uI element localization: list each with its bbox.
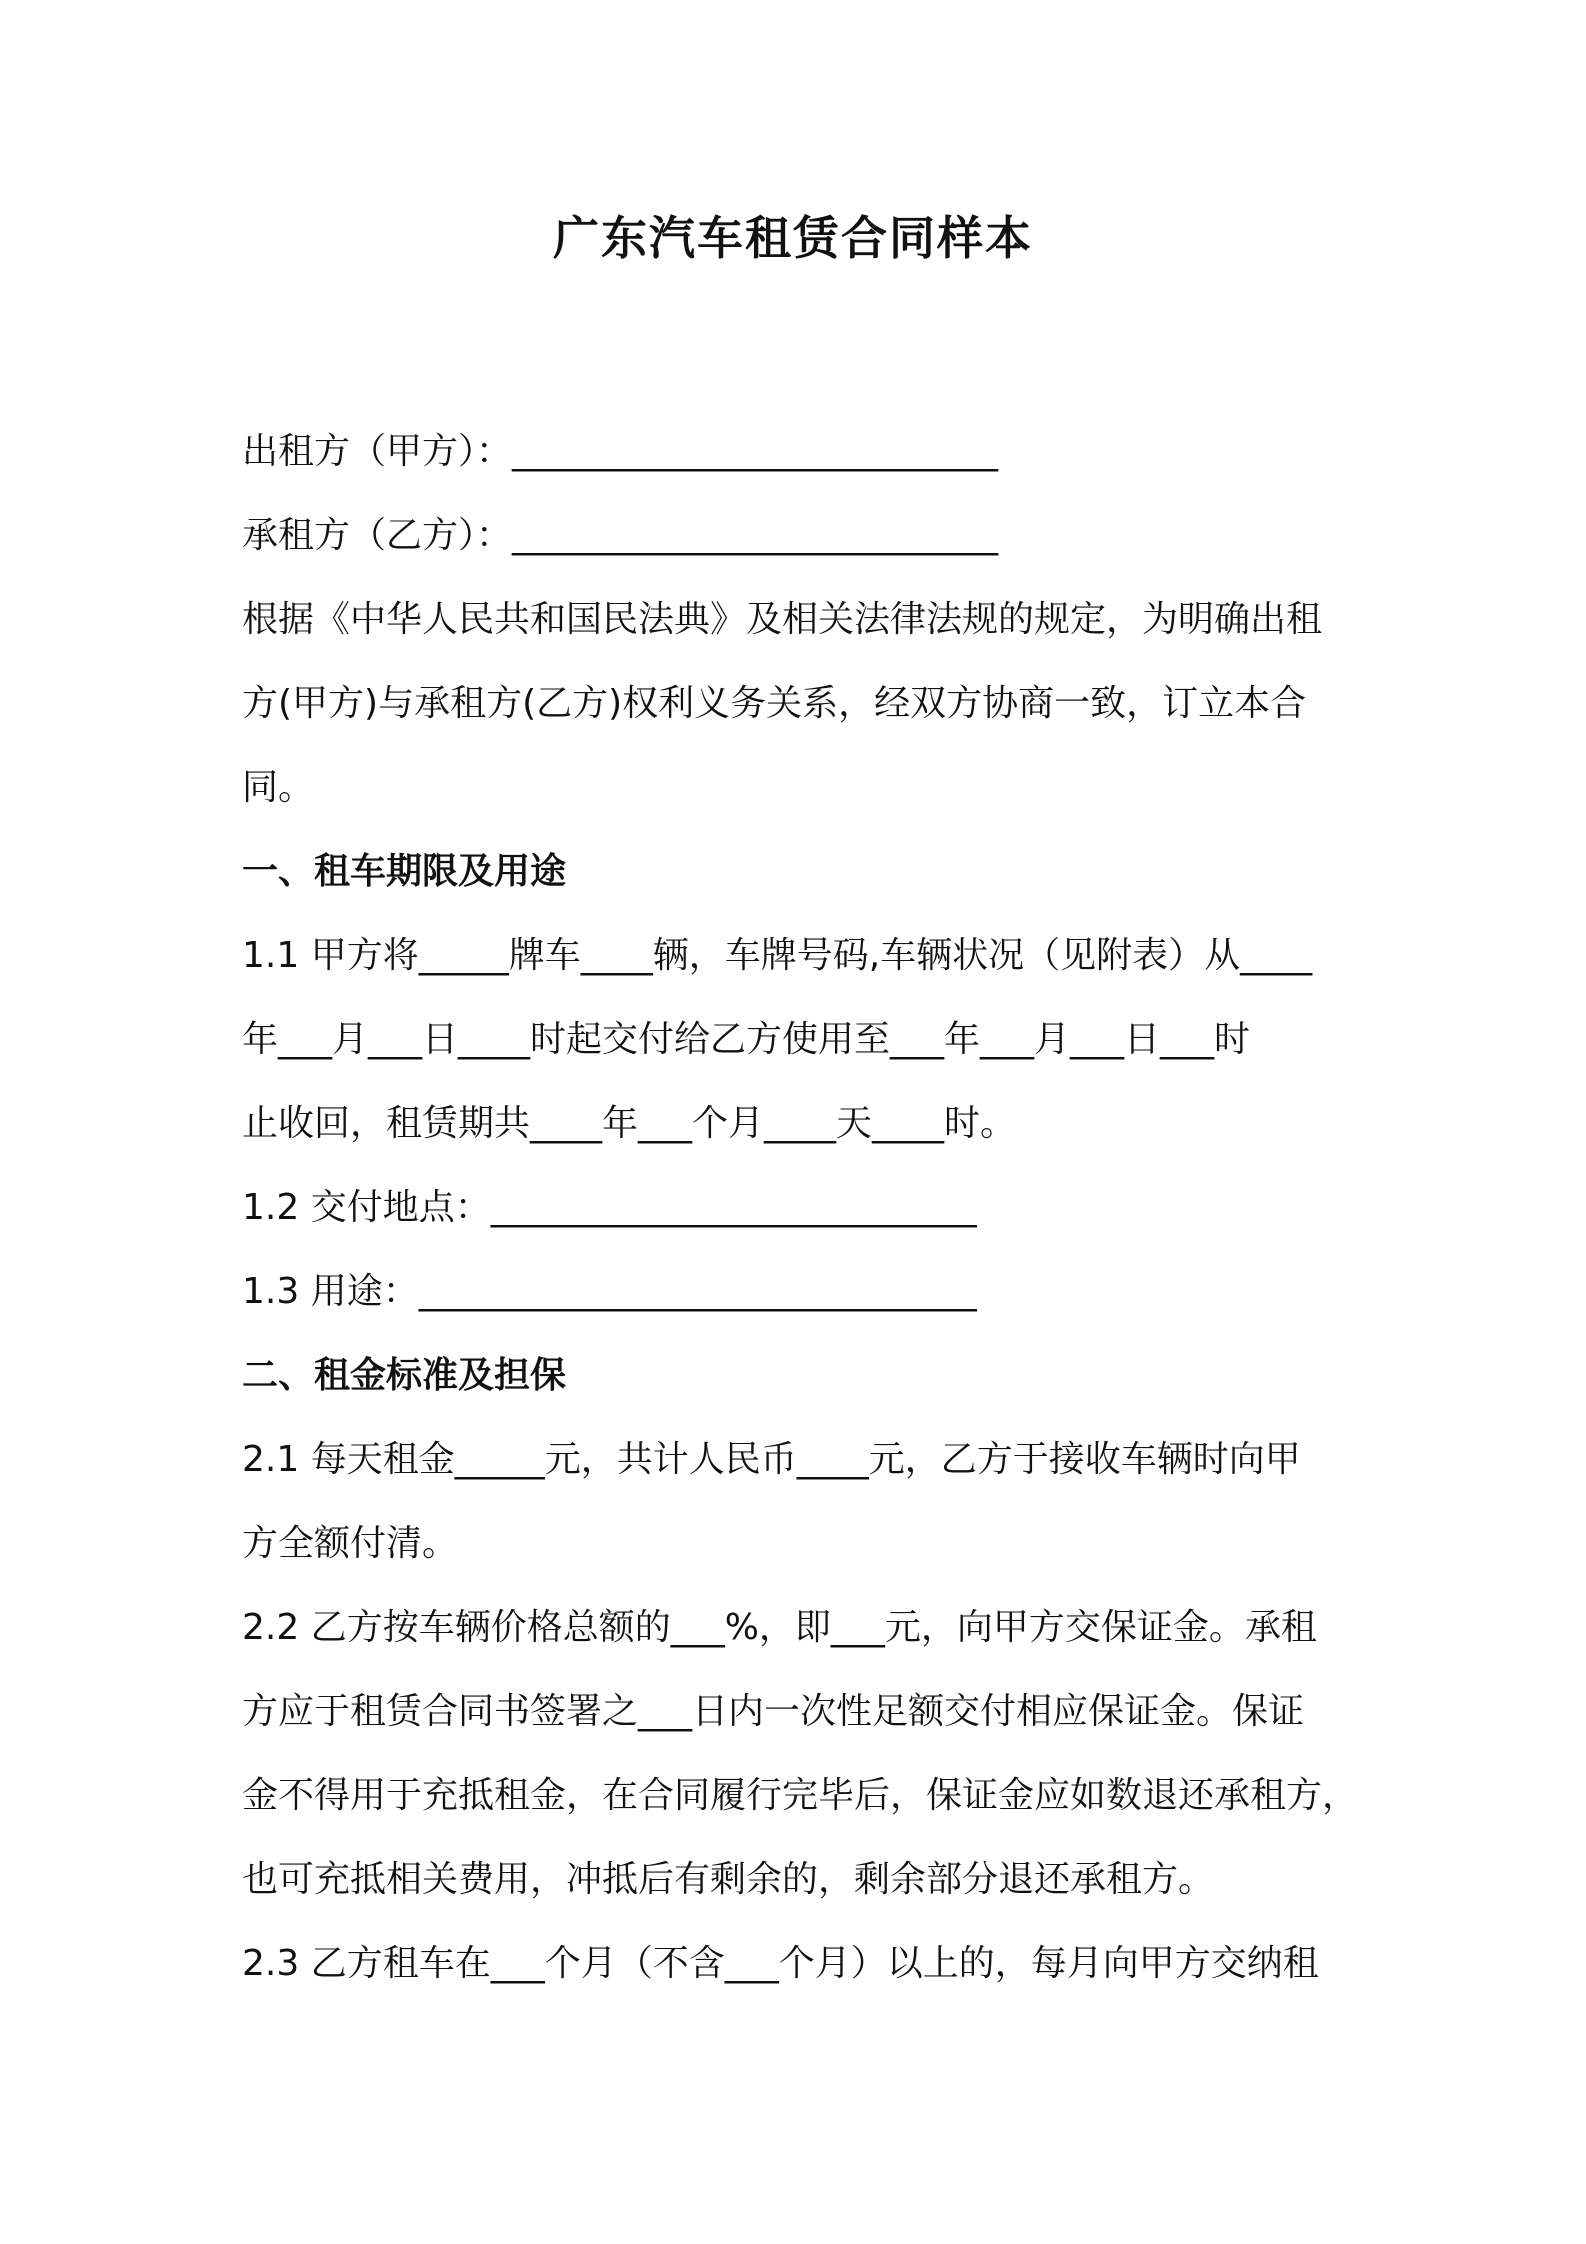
section-heading: 二、租金标准及担保 <box>242 1355 567 1396</box>
preamble-line: 同。 <box>242 767 315 808</box>
preamble-line: 方(甲方)与承租方(乙方)权利义务关系，经双方协商一致，订立本合 <box>242 683 1307 724</box>
clause-line: 方应于租赁合同书签署之___日内一次性足额交付相应保证金。保证 <box>242 1691 1305 1732</box>
clause-line: 止收回，租赁期共____年___个月____天____时。 <box>242 1103 1017 1144</box>
lessee-field-line: 承租方（乙方）：___________________________ <box>242 515 999 556</box>
clause-line: 2.3 乙方租车在___个月（不含___个月）以上的，每月向甲方交纳租 <box>242 1943 1319 1984</box>
clause-line: 2.2 乙方按车辆价格总额的___%，即___元，向甲方交保证金。承租 <box>242 1607 1317 1648</box>
document-body <box>242 410 1360 2006</box>
clause-line: 方全额付清。 <box>242 1523 459 1564</box>
delivery-location-line: 1.2 交付地点：___________________________ <box>242 1187 977 1228</box>
clause-line: 也可充抵相关费用，冲抵后有剩余的，剩余部分退还承租方。 <box>242 1859 1215 1900</box>
lessor-field-line: 出租方（甲方）：___________________________ <box>242 431 999 472</box>
section-heading: 一、租车期限及用途 <box>242 851 567 892</box>
preamble-line: 根据《中华人民共和国民法典》及相关法律法规的规定，为明确出租 <box>242 599 1323 640</box>
clause-line: 金不得用于充抵租金，在合同履行完毕后，保证金应如数退还承租方， <box>242 1775 1359 1816</box>
clause-line: 2.1 每天租金_____元，共计人民币____元，乙方于接收车辆时向甲 <box>242 1439 1301 1480</box>
document-title: 广东汽车租赁合同样本 <box>553 211 1033 265</box>
clause-line: 1.1 甲方将_____牌车____辆，车牌号码,车辆状况（见附表）从____ <box>242 935 1313 976</box>
purpose-line: 1.3 用途：_______________________________ <box>242 1271 977 1312</box>
clause-line: 年___月___日____时起交付给乙方使用至___年___月___日___时 <box>242 1019 1251 1060</box>
